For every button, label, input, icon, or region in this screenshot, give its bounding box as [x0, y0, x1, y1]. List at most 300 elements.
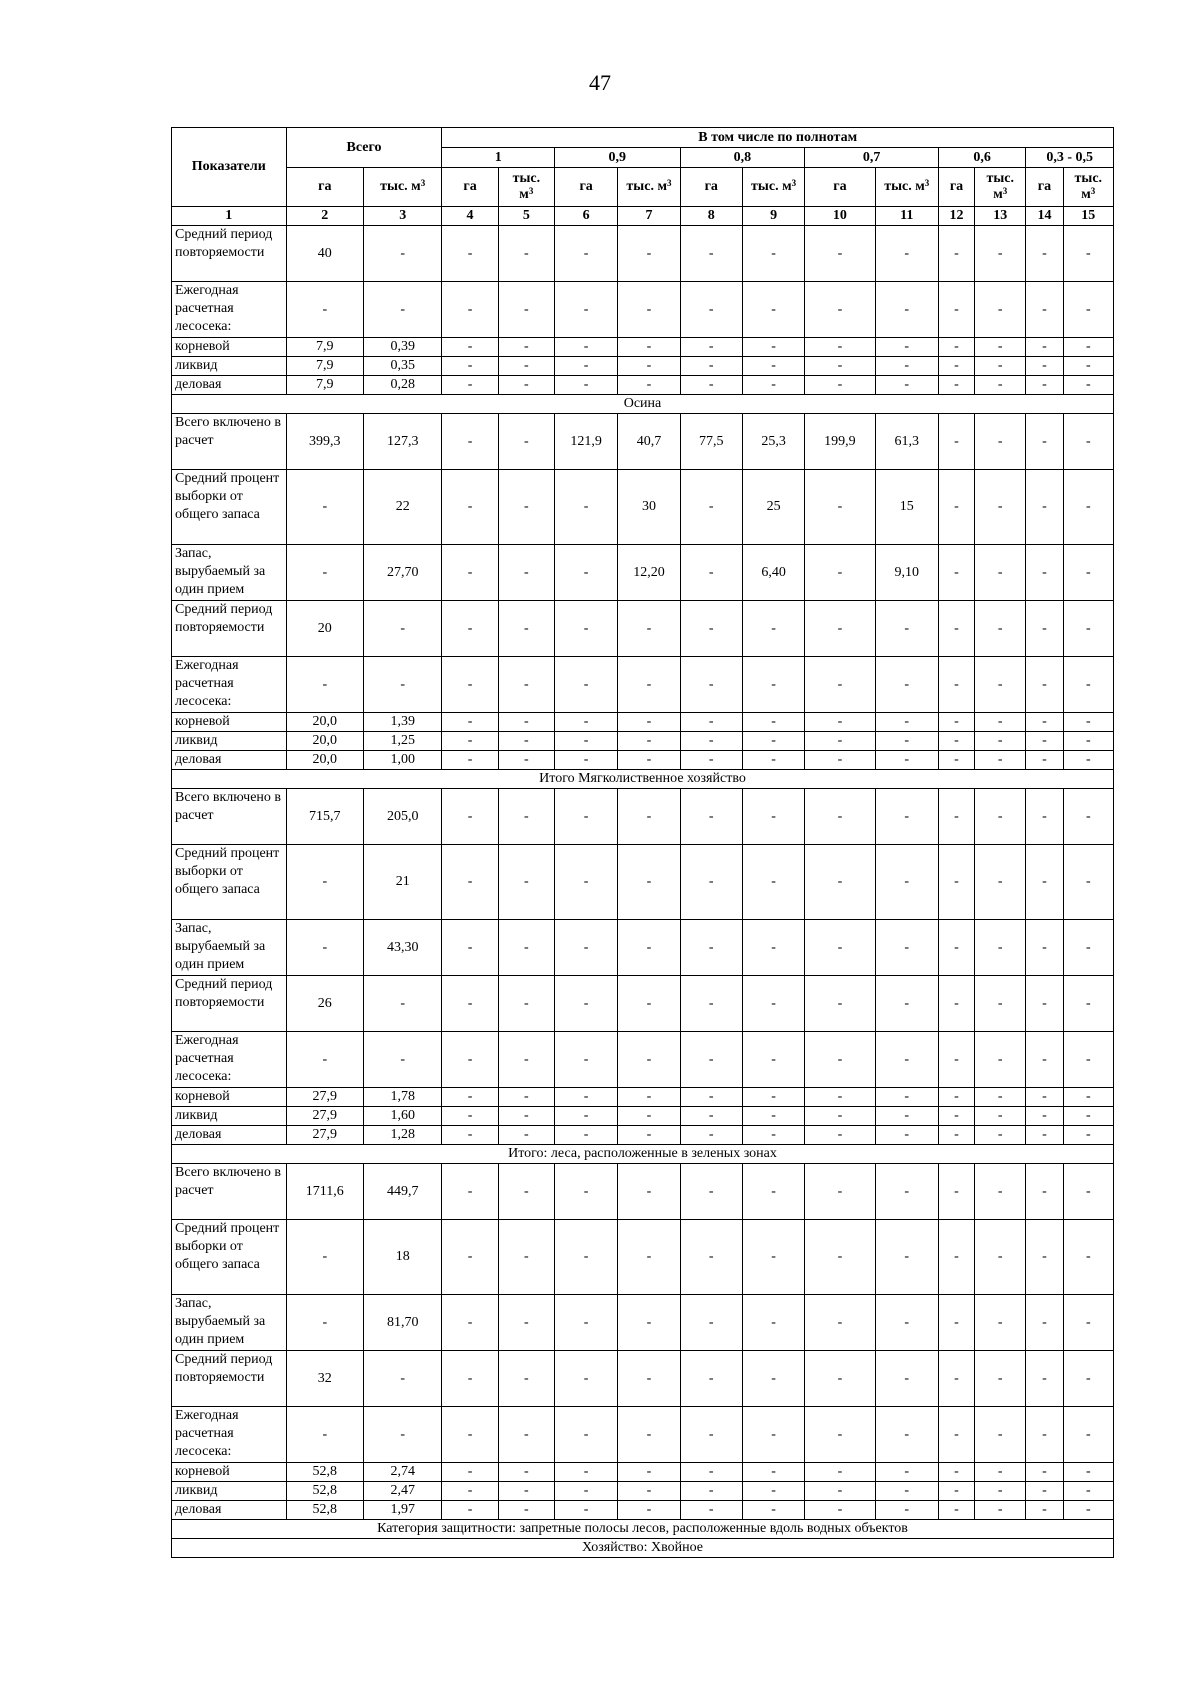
row-label: ликвид: [172, 357, 287, 376]
table-cell: -: [875, 732, 938, 751]
table-cell: -: [938, 713, 974, 732]
table-cell: 12,20: [618, 545, 680, 601]
table-cell: -: [442, 470, 498, 545]
table-cell: -: [554, 976, 617, 1032]
table-cell: -: [680, 657, 742, 713]
table-cell: -: [1026, 1295, 1063, 1351]
table-cell: -: [680, 282, 742, 338]
table-cell: -: [1063, 713, 1113, 732]
header-total: Всего: [286, 128, 442, 168]
unit-m3-label: тыс. м: [986, 171, 1014, 202]
table-cell: -: [498, 1463, 554, 1482]
table-cell: 20: [286, 601, 363, 657]
column-number: 11: [875, 207, 938, 226]
table-cell: -: [742, 601, 804, 657]
table-cell: -: [680, 732, 742, 751]
table-cell: -: [498, 751, 554, 770]
table-cell: -: [286, 1407, 363, 1463]
table-cell: -: [554, 657, 617, 713]
table-cell: -: [938, 282, 974, 338]
table-cell: 0,35: [363, 357, 441, 376]
table-cell: -: [498, 338, 554, 357]
table-cell: -: [1026, 789, 1063, 845]
column-number: 9: [742, 207, 804, 226]
table-cell: 0,28: [363, 376, 441, 395]
table-cell: -: [805, 1501, 875, 1520]
table-cell: -: [498, 470, 554, 545]
table-cell: -: [975, 414, 1026, 470]
table-cell: -: [618, 357, 680, 376]
table-cell: -: [442, 601, 498, 657]
row-label: Средний период повторяемости: [172, 226, 287, 282]
table-row: [172, 282, 1114, 338]
table-cell: 1,78: [363, 1088, 441, 1107]
column-number: 12: [938, 207, 974, 226]
table-cell: -: [742, 1164, 804, 1220]
row-label: Средний период повторяемости: [172, 601, 287, 657]
table-cell: -: [975, 1164, 1026, 1220]
table-cell: -: [805, 470, 875, 545]
table-cell: -: [875, 713, 938, 732]
table-row: [172, 338, 1114, 357]
table-cell: -: [1026, 713, 1063, 732]
table-cell: -: [875, 1407, 938, 1463]
table-cell: -: [938, 470, 974, 545]
table-cell: -: [1026, 376, 1063, 395]
table-body: [172, 226, 1114, 1558]
table-row: [172, 1107, 1114, 1126]
table-cell: -: [875, 1220, 938, 1295]
table-cell: -: [805, 789, 875, 845]
table-cell: -: [975, 1126, 1026, 1145]
table-cell: -: [286, 920, 363, 976]
table-cell: -: [618, 1220, 680, 1295]
table-cell: -: [442, 1463, 498, 1482]
table-cell: -: [938, 1351, 974, 1407]
table-cell: -: [975, 751, 1026, 770]
table-cell: -: [875, 976, 938, 1032]
table-cell: 399,3: [286, 414, 363, 470]
section-title: Осина: [172, 395, 1114, 414]
table-cell: -: [805, 732, 875, 751]
table-cell: 52,8: [286, 1463, 363, 1482]
table-row: [172, 376, 1114, 395]
table-cell: -: [975, 1482, 1026, 1501]
table-cell: -: [875, 282, 938, 338]
table-row: [172, 1463, 1114, 1482]
table-cell: -: [1063, 282, 1113, 338]
table-cell: -: [975, 920, 1026, 976]
table-cell: -: [975, 1220, 1026, 1295]
table-cell: -: [618, 1351, 680, 1407]
table-cell: -: [742, 789, 804, 845]
table-cell: -: [975, 1501, 1026, 1520]
table-cell: -: [1063, 1351, 1113, 1407]
header-density-1: 1: [442, 148, 555, 168]
table-cell: -: [554, 845, 617, 920]
table-cell: 7,9: [286, 357, 363, 376]
row-label: корневой: [172, 713, 287, 732]
table-cell: -: [363, 1351, 441, 1407]
table-cell: -: [554, 1463, 617, 1482]
table-cell: 1,97: [363, 1501, 441, 1520]
table-cell: -: [618, 1032, 680, 1088]
table-cell: -: [680, 376, 742, 395]
table-cell: -: [975, 1088, 1026, 1107]
section-row: [172, 1539, 1114, 1558]
table-cell: -: [742, 338, 804, 357]
table-cell: -: [1026, 226, 1063, 282]
column-number: 4: [442, 207, 498, 226]
table-row: [172, 1482, 1114, 1501]
table-cell: -: [805, 751, 875, 770]
table-cell: -: [805, 1107, 875, 1126]
table-cell: -: [618, 376, 680, 395]
header-density-09: 0,9: [554, 148, 680, 168]
table-cell: -: [680, 789, 742, 845]
table-cell: -: [680, 338, 742, 357]
table-cell: 21: [363, 845, 441, 920]
table-cell: -: [805, 1351, 875, 1407]
table-cell: -: [618, 1482, 680, 1501]
table-cell: -: [680, 226, 742, 282]
table-cell: -: [680, 357, 742, 376]
table-cell: -: [938, 657, 974, 713]
column-number: 8: [680, 207, 742, 226]
table-cell: -: [975, 376, 1026, 395]
table-cell: -: [938, 976, 974, 1032]
header-density-03-05: 0,3 - 0,5: [1026, 148, 1114, 168]
table-cell: -: [554, 1126, 617, 1145]
table-row: [172, 657, 1114, 713]
table-cell: -: [1026, 732, 1063, 751]
row-label: ликвид: [172, 732, 287, 751]
table-cell: -: [1063, 357, 1113, 376]
table-row: [172, 601, 1114, 657]
table-cell: -: [618, 751, 680, 770]
table-cell: -: [442, 732, 498, 751]
table-header: [172, 128, 1114, 226]
table-cell: -: [805, 713, 875, 732]
table-cell: -: [618, 282, 680, 338]
table-cell: -: [498, 601, 554, 657]
table-row: [172, 1407, 1114, 1463]
table-cell: -: [975, 1351, 1026, 1407]
table-cell: -: [554, 1501, 617, 1520]
table-cell: -: [554, 920, 617, 976]
table-cell: -: [442, 657, 498, 713]
column-number: 13: [975, 207, 1026, 226]
table-cell: -: [554, 732, 617, 751]
table-cell: 1,25: [363, 732, 441, 751]
table-cell: -: [938, 845, 974, 920]
table-cell: -: [742, 751, 804, 770]
table-cell: 15: [875, 470, 938, 545]
table-cell: -: [805, 1088, 875, 1107]
table-cell: -: [1063, 226, 1113, 282]
table-cell: 6,40: [742, 545, 804, 601]
table-cell: -: [618, 338, 680, 357]
table-cell: -: [286, 1032, 363, 1088]
table-cell: -: [1063, 1126, 1113, 1145]
table-cell: -: [1026, 601, 1063, 657]
table-cell: -: [286, 657, 363, 713]
table-cell: -: [938, 1501, 974, 1520]
header-density-08: 0,8: [680, 148, 805, 168]
table-cell: -: [618, 920, 680, 976]
table-cell: -: [680, 1295, 742, 1351]
unit-ha-label: га: [833, 179, 847, 194]
table-cell: 2,74: [363, 1463, 441, 1482]
table-cell: -: [938, 338, 974, 357]
table-cell: -: [498, 1351, 554, 1407]
table-cell: 121,9: [554, 414, 617, 470]
table-cell: -: [554, 713, 617, 732]
table-cell: -: [286, 470, 363, 545]
table-cell: -: [1026, 976, 1063, 1032]
table-cell: -: [975, 601, 1026, 657]
table-cell: -: [938, 1482, 974, 1501]
table-cell: -: [363, 601, 441, 657]
table-cell: -: [1026, 1463, 1063, 1482]
table-cell: -: [875, 357, 938, 376]
table-row: [172, 1032, 1114, 1088]
column-number: 10: [805, 207, 875, 226]
row-label: деловая: [172, 1501, 287, 1520]
unit-ha-label: га: [463, 179, 477, 194]
table-cell: -: [442, 920, 498, 976]
row-label: деловая: [172, 751, 287, 770]
table-cell: 715,7: [286, 789, 363, 845]
section-title: Категория защитности: запретные полосы лесов, расположенные вдоль водных объектов: [172, 1520, 1114, 1539]
table-row: [172, 414, 1114, 470]
table-cell: -: [938, 920, 974, 976]
table-cell: -: [554, 1351, 617, 1407]
unit-m3-label: тыс. м: [380, 179, 421, 194]
table-cell: -: [618, 226, 680, 282]
table-cell: -: [554, 545, 617, 601]
unit-m3: [742, 168, 804, 207]
unit-m3-superscript: 3: [666, 178, 672, 188]
table-cell: -: [875, 1501, 938, 1520]
table-cell: -: [442, 1351, 498, 1407]
table-cell: -: [680, 1351, 742, 1407]
table-cell: -: [618, 845, 680, 920]
table-cell: -: [680, 845, 742, 920]
table-cell: -: [1063, 732, 1113, 751]
table-cell: 20,0: [286, 713, 363, 732]
table-cell: -: [442, 545, 498, 601]
table-cell: -: [975, 713, 1026, 732]
table-cell: -: [1063, 545, 1113, 601]
table-cell: 81,70: [363, 1295, 441, 1351]
table-cell: 1,39: [363, 713, 441, 732]
table-cell: 27,70: [363, 545, 441, 601]
table-cell: -: [875, 1482, 938, 1501]
table-cell: -: [875, 601, 938, 657]
table-cell: -: [875, 657, 938, 713]
table-cell: -: [938, 226, 974, 282]
table-cell: -: [805, 357, 875, 376]
table-cell: -: [498, 1482, 554, 1501]
table-cell: 27,9: [286, 1126, 363, 1145]
table-cell: -: [742, 1126, 804, 1145]
table-cell: -: [975, 1032, 1026, 1088]
table-cell: -: [498, 545, 554, 601]
unit-m3-superscript: 3: [791, 178, 797, 188]
table-cell: -: [975, 282, 1026, 338]
table-cell: 52,8: [286, 1501, 363, 1520]
table-cell: 52,8: [286, 1482, 363, 1501]
table-row: [172, 1126, 1114, 1145]
table-cell: -: [363, 282, 441, 338]
table-cell: -: [975, 1295, 1026, 1351]
table-cell: -: [498, 789, 554, 845]
table-row: [172, 1501, 1114, 1520]
table-cell: 1711,6: [286, 1164, 363, 1220]
table-cell: -: [938, 1295, 974, 1351]
table-cell: -: [1063, 1107, 1113, 1126]
table-row: [172, 713, 1114, 732]
table-row: [172, 845, 1114, 920]
table-row: [172, 545, 1114, 601]
table-cell: 1,00: [363, 751, 441, 770]
column-number: 15: [1063, 207, 1113, 226]
row-label: Запас, вырубаемый за один прием: [172, 545, 287, 601]
table-cell: -: [938, 732, 974, 751]
table-cell: -: [286, 282, 363, 338]
table-cell: -: [286, 845, 363, 920]
table-cell: -: [1063, 1482, 1113, 1501]
table-cell: -: [442, 357, 498, 376]
table-cell: -: [498, 282, 554, 338]
table-cell: 30: [618, 470, 680, 545]
table-cell: -: [618, 601, 680, 657]
table-cell: -: [554, 226, 617, 282]
table-cell: -: [363, 1032, 441, 1088]
table-cell: -: [875, 1463, 938, 1482]
table-cell: -: [442, 226, 498, 282]
column-number: 5: [498, 207, 554, 226]
unit-m3-label: тыс. м: [626, 179, 667, 194]
column-number: 14: [1026, 207, 1063, 226]
table-cell: -: [805, 1407, 875, 1463]
table-cell: -: [975, 338, 1026, 357]
table-cell: 32: [286, 1351, 363, 1407]
table-cell: -: [1026, 920, 1063, 976]
table-cell: -: [1063, 1501, 1113, 1520]
table-cell: -: [1026, 357, 1063, 376]
table-cell: -: [1063, 1164, 1113, 1220]
table-cell: -: [680, 1126, 742, 1145]
table-row: [172, 789, 1114, 845]
table-cell: -: [1063, 1463, 1113, 1482]
table-cell: 20,0: [286, 751, 363, 770]
table-cell: -: [442, 1088, 498, 1107]
table-cell: -: [618, 789, 680, 845]
table-cell: -: [875, 1164, 938, 1220]
table-row: [172, 732, 1114, 751]
table-cell: -: [1026, 1407, 1063, 1463]
table-cell: -: [742, 1032, 804, 1088]
column-number: 2: [286, 207, 363, 226]
table-cell: -: [805, 1482, 875, 1501]
table-cell: 18: [363, 1220, 441, 1295]
table-cell: -: [975, 732, 1026, 751]
unit-ha-label: га: [318, 179, 332, 194]
table-cell: -: [442, 282, 498, 338]
unit-ha-label: га: [704, 179, 718, 194]
table-cell: -: [1026, 1501, 1063, 1520]
table-cell: -: [805, 1220, 875, 1295]
table-cell: -: [1063, 920, 1113, 976]
unit-m3-label: тыс. м: [512, 171, 541, 202]
table-cell: -: [975, 845, 1026, 920]
table-cell: -: [1026, 751, 1063, 770]
table-cell: -: [498, 657, 554, 713]
table-row: [172, 470, 1114, 545]
table-cell: -: [498, 1107, 554, 1126]
table-cell: -: [442, 1032, 498, 1088]
table-cell: 7,9: [286, 376, 363, 395]
table-cell: -: [938, 1220, 974, 1295]
unit-ha: [1026, 168, 1063, 207]
table-cell: -: [1026, 414, 1063, 470]
unit-ha: [286, 168, 363, 207]
table-cell: -: [938, 789, 974, 845]
table-cell: 43,30: [363, 920, 441, 976]
table-cell: -: [938, 1407, 974, 1463]
table-cell: -: [975, 976, 1026, 1032]
table-cell: -: [975, 657, 1026, 713]
table-cell: -: [498, 226, 554, 282]
row-label: Ежегодная расчетная лесосека:: [172, 1032, 287, 1088]
table-cell: -: [1026, 845, 1063, 920]
table-cell: -: [742, 1088, 804, 1107]
section-title: Итого: леса, расположенные в зеленых зонах: [172, 1145, 1114, 1164]
table-cell: -: [618, 1126, 680, 1145]
row-label: Средний процент выборки от общего запаса: [172, 470, 287, 545]
section-row: [172, 770, 1114, 789]
table-cell: -: [742, 1107, 804, 1126]
table-cell: 2,47: [363, 1482, 441, 1501]
column-number: 6: [554, 207, 617, 226]
table-cell: -: [875, 376, 938, 395]
table-cell: -: [875, 1107, 938, 1126]
table-cell: -: [618, 1164, 680, 1220]
table-row: [172, 1164, 1114, 1220]
table-cell: 27,9: [286, 1088, 363, 1107]
row-label: Всего включено в расчет: [172, 789, 287, 845]
table-cell: -: [554, 1032, 617, 1088]
table-cell: -: [554, 1295, 617, 1351]
unit-m3-superscript: 3: [420, 178, 426, 188]
table-row: [172, 357, 1114, 376]
unit-ha-label: га: [579, 179, 593, 194]
unit-m3-label: тыс. м: [884, 179, 925, 194]
table-cell: -: [554, 282, 617, 338]
table-cell: 26: [286, 976, 363, 1032]
section-row: [172, 1145, 1114, 1164]
table-cell: -: [680, 751, 742, 770]
table-cell: -: [442, 338, 498, 357]
table-cell: -: [938, 601, 974, 657]
table-cell: -: [805, 657, 875, 713]
section-row: [172, 395, 1114, 414]
table-cell: -: [363, 657, 441, 713]
table-cell: -: [975, 357, 1026, 376]
row-label: Средний период повторяемости: [172, 976, 287, 1032]
